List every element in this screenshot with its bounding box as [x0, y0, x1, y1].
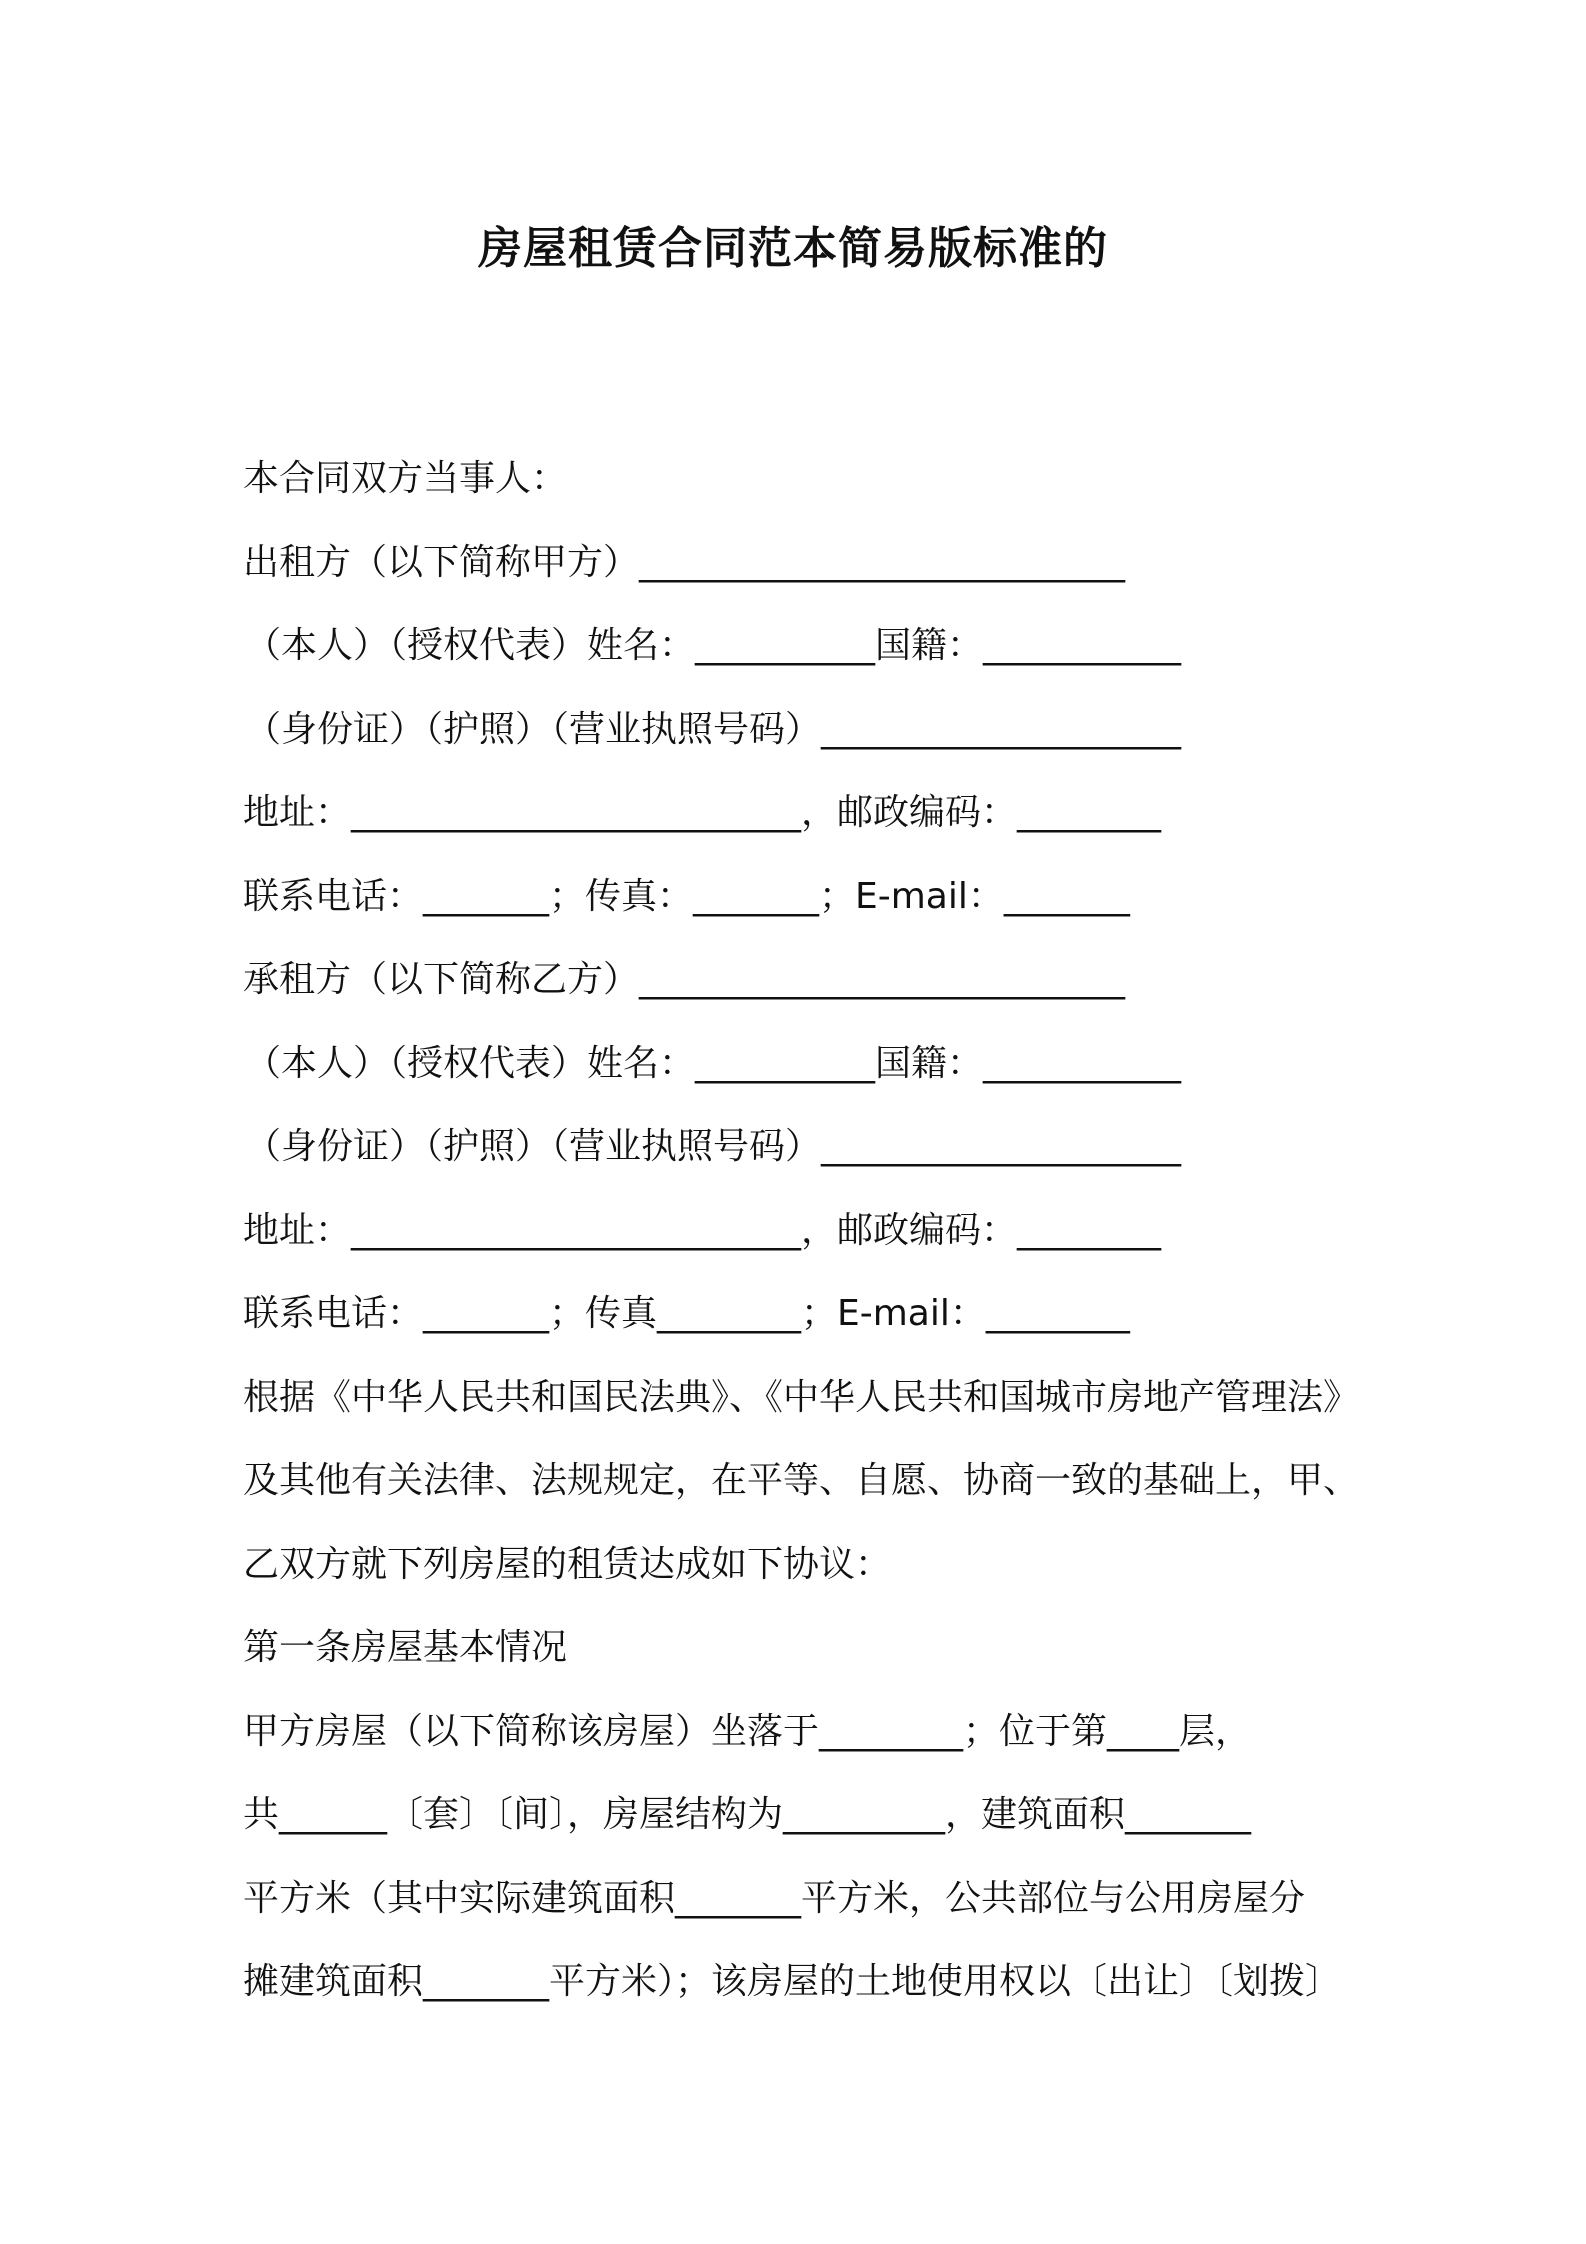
- article-1-line-4: 摊建筑面积_______平方米）；该房屋的土地使用权以〔出让〕〔划拨〕: [243, 1961, 1342, 2002]
- lessor-id-number: （身份证）（护照）（营业执照号码）____________________: [245, 708, 1182, 750]
- lessor-address: 地址：_________________________，邮政编码：________: [243, 792, 1162, 833]
- lessor-name-nationality: （本人）（授权代表）姓名：__________国籍：___________: [245, 625, 1182, 666]
- lessee-line: 承租方（以下简称乙方）___________________________: [243, 959, 1126, 1000]
- lessee-name-nationality: （本人）（授权代表）姓名：__________国籍：___________: [245, 1042, 1182, 1084]
- document-body: [243, 452, 1363, 2039]
- lessor-contact: 联系电话：_______；传真：_______；E-mail：_______: [243, 875, 1130, 917]
- legal-basis-line-1: 根据《中华人民共和国民法典》、《中华人民共和国城市房地产管理法》: [243, 1376, 1360, 1418]
- article-1-line-2: 共______〔套〕〔间〕，房屋结构为_________，建筑面积_______: [243, 1794, 1252, 1835]
- article-1-heading: 第一条房屋基本情况: [243, 1627, 568, 1668]
- document-title: 房屋租赁合同范本简易版标准的: [478, 223, 1108, 274]
- lessee-address: 地址：_________________________，邮政编码：________: [243, 1209, 1162, 1251]
- lessee-contact: 联系电话：_______；传真________；E-mail：________: [243, 1293, 1130, 1334]
- lessee-id-number: （身份证）（护照）（营业执照号码）____________________: [245, 1126, 1182, 1167]
- parties-heading: 本合同双方当事人：: [243, 458, 568, 499]
- article-1-line-3: 平方米（其中实际建筑面积_______平方米，公共部位与公用房屋分: [243, 1877, 1306, 1919]
- legal-basis-line-3: 乙双方就下列房屋的租赁达成如下协议：: [243, 1543, 892, 1585]
- article-1-line-1: 甲方房屋（以下简称该房屋）坐落于________；位于第____层，: [243, 1710, 1252, 1752]
- legal-basis-line-2: 及其他有关法律、法规规定，在平等、自愿、协商一致的基础上，甲、: [243, 1460, 1360, 1501]
- lessor-line: 出租方（以下简称甲方）___________________________: [243, 541, 1126, 583]
